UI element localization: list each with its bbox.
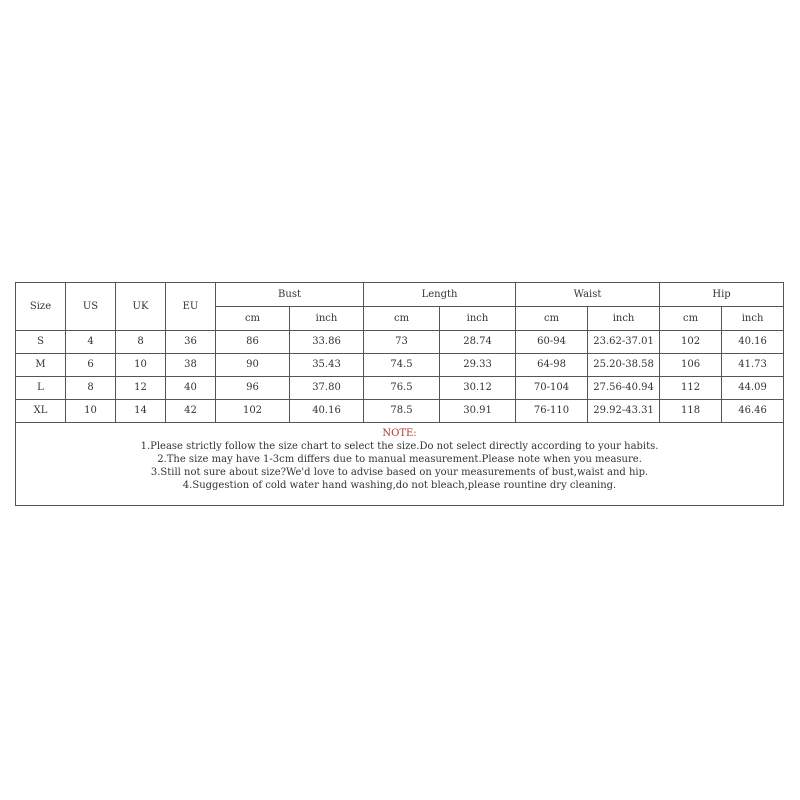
- header-waist: Waist: [516, 283, 660, 307]
- note-line-4: 4.Suggestion of cold water hand washing,do not bleach,please rountine dry cleaning.: [182, 480, 617, 491]
- cell-length-inch: 30.91: [440, 400, 516, 423]
- header-row-groups: [16, 283, 784, 307]
- cell-us: 4: [66, 331, 116, 354]
- cell-waist-cm: 60-94: [516, 331, 588, 354]
- cell-uk: 10: [116, 354, 166, 377]
- cell-bust-cm: 102: [216, 400, 290, 423]
- cell-waist-inch: 25.20-38.58: [588, 354, 660, 377]
- cell-length-cm: 73: [364, 331, 440, 354]
- table-row: [16, 354, 784, 377]
- cell-eu: 42: [166, 400, 216, 423]
- unit-length-cm: cm: [364, 307, 440, 331]
- cell-size: S: [16, 331, 66, 354]
- cell-size: M: [16, 354, 66, 377]
- table-row: [16, 400, 784, 423]
- cell-bust-inch: 37.80: [290, 377, 364, 400]
- cell-eu: 36: [166, 331, 216, 354]
- cell-uk: 14: [116, 400, 166, 423]
- cell-waist-cm: 64-98: [516, 354, 588, 377]
- cell-hip-inch: 41.73: [722, 354, 784, 377]
- cell-us: 8: [66, 377, 116, 400]
- cell-hip-cm: 106: [660, 354, 722, 377]
- cell-uk: 12: [116, 377, 166, 400]
- note-line-2: 2.The size may have 1-3cm differs due to manual measurement.Please note when you measure.: [157, 454, 642, 465]
- cell-size: XL: [16, 400, 66, 423]
- cell-hip-cm: 118: [660, 400, 722, 423]
- cell-uk: 8: [116, 331, 166, 354]
- cell-hip-cm: 112: [660, 377, 722, 400]
- note-title: NOTE:: [382, 428, 417, 439]
- cell-waist-cm: 70-104: [516, 377, 588, 400]
- note-line-1: 1.Please strictly follow the size chart to select the size.Do not select directly according to your habits.: [140, 441, 659, 452]
- header-us: US: [66, 283, 116, 331]
- cell-hip-inch: 44.09: [722, 377, 784, 400]
- notes-row: [16, 423, 784, 506]
- notes-cell: [16, 423, 784, 506]
- header-hip: Hip: [660, 283, 784, 307]
- cell-bust-inch: 40.16: [290, 400, 364, 423]
- size-chart-table: [15, 282, 784, 506]
- cell-hip-cm: 102: [660, 331, 722, 354]
- cell-us: 6: [66, 354, 116, 377]
- header-size: Size: [16, 283, 66, 331]
- unit-bust-inch: inch: [290, 307, 364, 331]
- cell-bust-cm: 90: [216, 354, 290, 377]
- cell-length-inch: 30.12: [440, 377, 516, 400]
- header-bust: Bust: [216, 283, 364, 307]
- cell-hip-inch: 40.16: [722, 331, 784, 354]
- cell-length-inch: 29.33: [440, 354, 516, 377]
- unit-waist-inch: inch: [588, 307, 660, 331]
- unit-bust-cm: cm: [216, 307, 290, 331]
- cell-length-cm: 78.5: [364, 400, 440, 423]
- cell-us: 10: [66, 400, 116, 423]
- cell-size: L: [16, 377, 66, 400]
- header-uk: UK: [116, 283, 166, 331]
- cell-bust-cm: 96: [216, 377, 290, 400]
- header-eu: EU: [166, 283, 216, 331]
- unit-hip-cm: cm: [660, 307, 722, 331]
- cell-eu: 38: [166, 354, 216, 377]
- cell-eu: 40: [166, 377, 216, 400]
- unit-waist-cm: cm: [516, 307, 588, 331]
- unit-length-inch: inch: [440, 307, 516, 331]
- header-length: Length: [364, 283, 516, 307]
- cell-waist-inch: 29.92-43.31: [588, 400, 660, 423]
- cell-bust-inch: 35.43: [290, 354, 364, 377]
- cell-waist-inch: 27.56-40.94: [588, 377, 660, 400]
- cell-length-cm: 76.5: [364, 377, 440, 400]
- cell-hip-inch: 46.46: [722, 400, 784, 423]
- note-line-3: 3.Still not sure about size?We'd love to advise based on your measurements of bust,waist and hip.: [150, 467, 649, 478]
- cell-waist-inch: 23.62-37.01: [588, 331, 660, 354]
- cell-bust-inch: 33.86: [290, 331, 364, 354]
- table-row: [16, 331, 784, 354]
- cell-length-cm: 74.5: [364, 354, 440, 377]
- table-row: [16, 377, 784, 400]
- cell-waist-cm: 76-110: [516, 400, 588, 423]
- cell-bust-cm: 86: [216, 331, 290, 354]
- unit-hip-inch: inch: [722, 307, 784, 331]
- cell-length-inch: 28.74: [440, 331, 516, 354]
